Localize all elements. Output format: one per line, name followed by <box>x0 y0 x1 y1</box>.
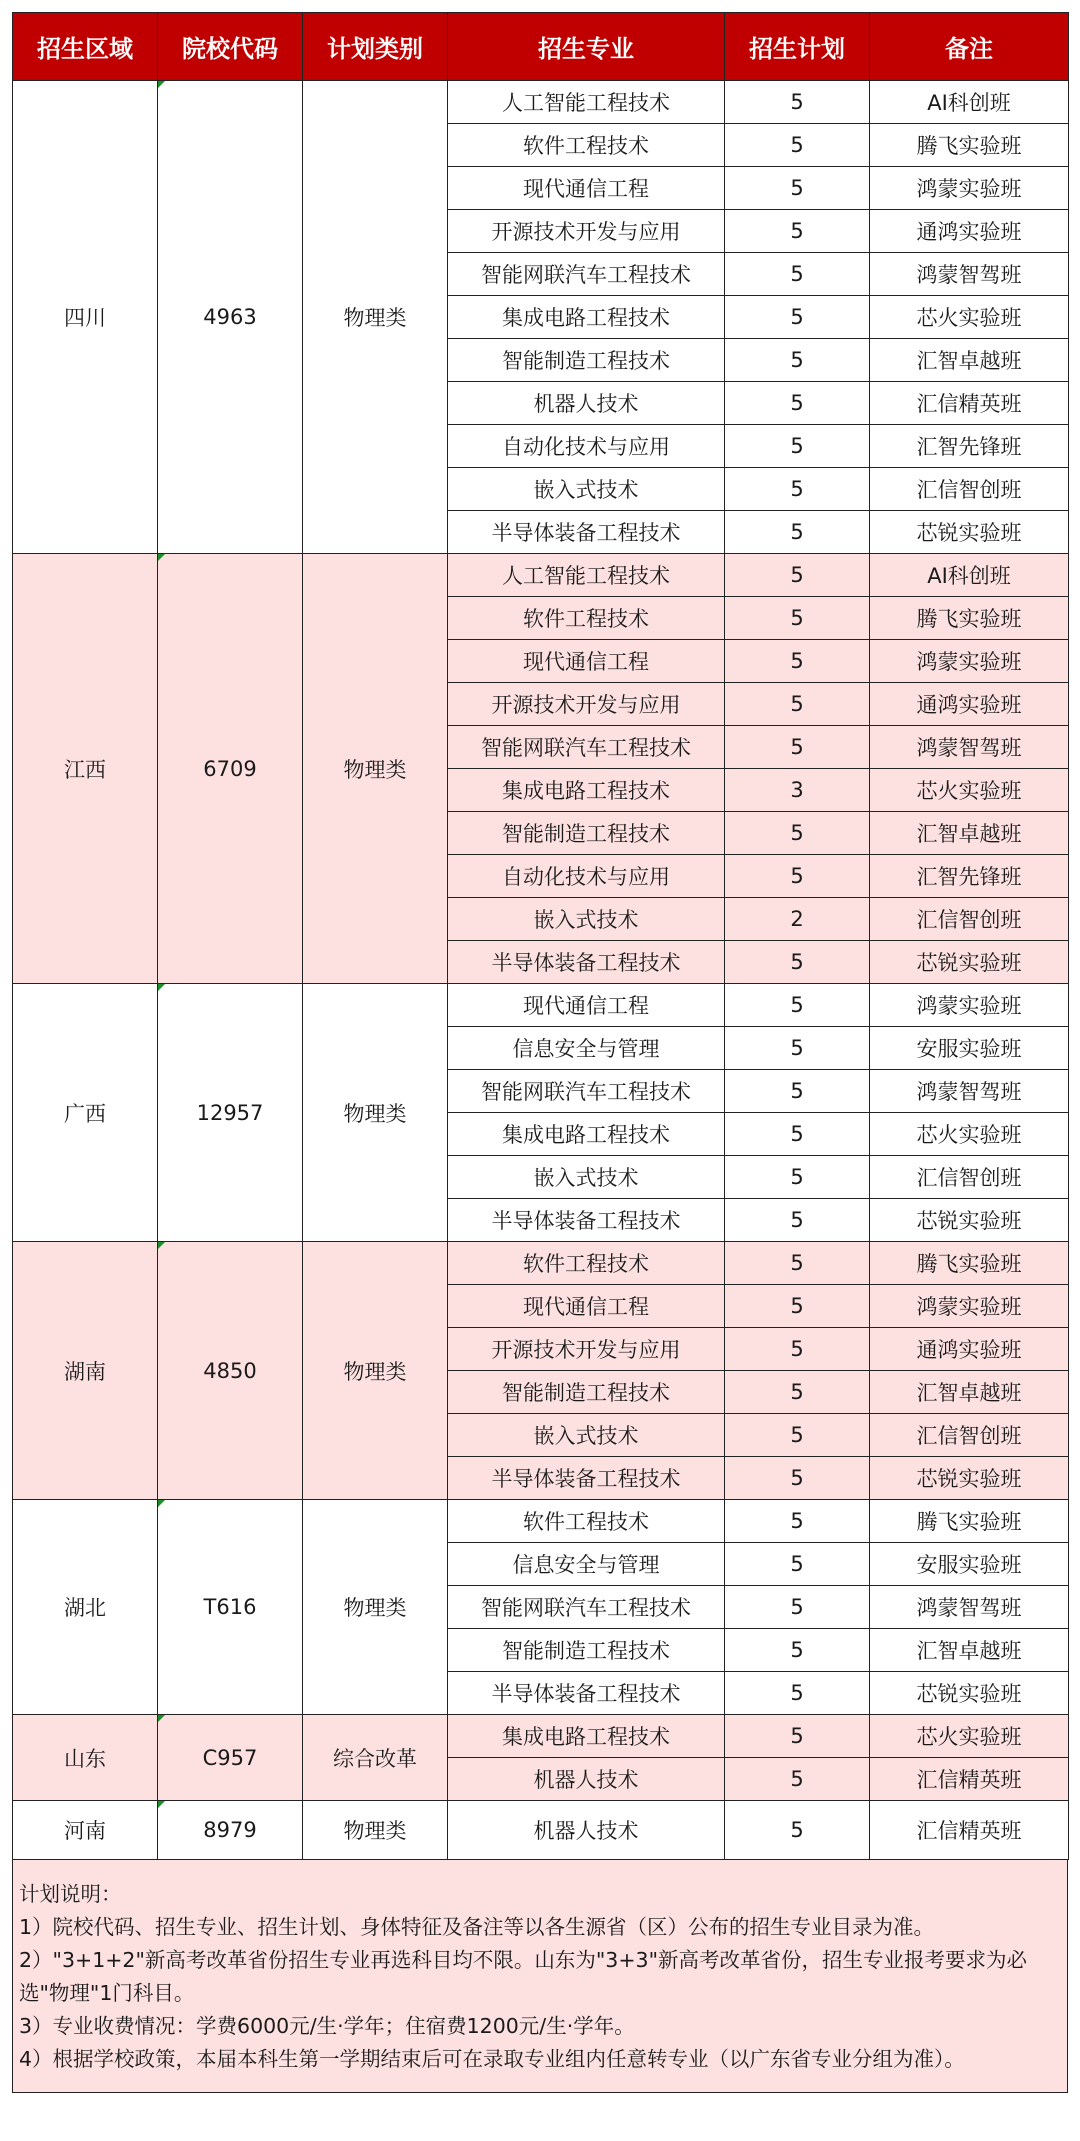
cell-major: 半导体装备工程技术 <box>448 941 725 984</box>
cell-major: 智能网联汽车工程技术 <box>448 1070 725 1113</box>
cell-major: 开源技术开发与应用 <box>448 683 725 726</box>
cell-remarks: 安服实验班 <box>870 1543 1069 1586</box>
cell-school-code <box>158 984 303 1242</box>
cell-plan-category: 物理类 <box>303 984 448 1242</box>
table-row <box>13 1715 1069 1758</box>
school-code-text: C957 <box>202 1745 258 1770</box>
table-row <box>13 984 1069 1027</box>
cell-school-code <box>158 554 303 984</box>
cell-major: 自动化技术与应用 <box>448 855 725 898</box>
notes-title: 计划说明： <box>19 1882 122 1906</box>
school-code-text: 6709 <box>203 756 257 781</box>
cell-remarks: 腾飞实验班 <box>870 1242 1069 1285</box>
cell-major: 现代通信工程 <box>448 984 725 1027</box>
cell-plan-category: 物理类 <box>303 1500 448 1715</box>
table-body <box>13 81 1069 1860</box>
notes-item-4: 4）根据学校政策，本届本科生第一学期结束后可在录取专业组内任意转专业（以广东省专业分组为准）。 <box>19 2047 965 2071</box>
cell-remarks: 芯火实验班 <box>870 769 1069 812</box>
cell-remarks: 汇智卓越班 <box>870 812 1069 855</box>
cell-major: 智能制造工程技术 <box>448 1629 725 1672</box>
cell-marker-icon <box>158 1715 165 1722</box>
cell-remarks: 芯锐实验班 <box>870 941 1069 984</box>
cell-remarks: 芯火实验班 <box>870 1715 1069 1758</box>
header-remarks: 备注 <box>870 13 1069 81</box>
cell-plan-count: 5 <box>725 1801 870 1860</box>
cell-remarks: 芯火实验班 <box>870 296 1069 339</box>
cell-school-code <box>158 1242 303 1500</box>
cell-major: 集成电路工程技术 <box>448 1715 725 1758</box>
cell-remarks: 鸿蒙智驾班 <box>870 1586 1069 1629</box>
cell-plan-category: 物理类 <box>303 554 448 984</box>
cell-remarks: 腾飞实验班 <box>870 597 1069 640</box>
cell-remarks: 汇信精英班 <box>870 1758 1069 1801</box>
table-row <box>13 554 1069 597</box>
cell-major: 嵌入式技术 <box>448 468 725 511</box>
cell-remarks: 汇信智创班 <box>870 1156 1069 1199</box>
cell-major: 智能制造工程技术 <box>448 1371 725 1414</box>
cell-school-code <box>158 81 303 554</box>
cell-remarks: 汇信智创班 <box>870 1414 1069 1457</box>
cell-plan-category: 物理类 <box>303 1242 448 1500</box>
cell-major: 嵌入式技术 <box>448 898 725 941</box>
cell-region: 湖北 <box>13 1500 158 1715</box>
school-code-text: 12957 <box>196 1100 264 1125</box>
cell-major: 软件工程技术 <box>448 597 725 640</box>
cell-plan-count: 5 <box>725 1715 870 1758</box>
cell-remarks: 鸿蒙实验班 <box>870 167 1069 210</box>
cell-remarks: 汇智先锋班 <box>870 425 1069 468</box>
cell-plan-category: 综合改革 <box>303 1715 448 1801</box>
cell-plan-count: 5 <box>725 468 870 511</box>
cell-plan-count: 5 <box>725 640 870 683</box>
cell-major: 机器人技术 <box>448 382 725 425</box>
cell-remarks: 芯锐实验班 <box>870 1457 1069 1500</box>
cell-remarks: 芯锐实验班 <box>870 511 1069 554</box>
cell-remarks: 鸿蒙智驾班 <box>870 253 1069 296</box>
cell-remarks: 通鸿实验班 <box>870 1328 1069 1371</box>
cell-marker-icon <box>158 1500 165 1507</box>
cell-remarks: 汇智先锋班 <box>870 855 1069 898</box>
cell-major: 嵌入式技术 <box>448 1156 725 1199</box>
cell-major: 现代通信工程 <box>448 167 725 210</box>
cell-major: 嵌入式技术 <box>448 1414 725 1457</box>
cell-plan-count: 5 <box>725 1629 870 1672</box>
cell-remarks: 通鸿实验班 <box>870 210 1069 253</box>
cell-plan-count: 5 <box>725 124 870 167</box>
cell-remarks: 汇智卓越班 <box>870 339 1069 382</box>
cell-region: 山东 <box>13 1715 158 1801</box>
cell-plan-count: 5 <box>725 81 870 124</box>
cell-plan-count: 5 <box>725 1586 870 1629</box>
cell-plan-count: 5 <box>725 941 870 984</box>
cell-major: 智能网联汽车工程技术 <box>448 253 725 296</box>
cell-major: 人工智能工程技术 <box>448 81 725 124</box>
cell-marker-icon <box>158 984 165 991</box>
cell-plan-count: 5 <box>725 210 870 253</box>
header-plan-count: 招生计划 <box>725 13 870 81</box>
cell-major: 机器人技术 <box>448 1801 725 1860</box>
header-school-code: 院校代码 <box>158 13 303 81</box>
cell-major: 半导体装备工程技术 <box>448 511 725 554</box>
cell-plan-count: 5 <box>725 1199 870 1242</box>
table-row <box>13 1500 1069 1543</box>
cell-plan-count: 5 <box>725 167 870 210</box>
cell-remarks: 芯锐实验班 <box>870 1672 1069 1715</box>
cell-plan-count: 5 <box>725 253 870 296</box>
cell-plan-count: 5 <box>725 382 870 425</box>
school-code-text: 4850 <box>203 1358 257 1383</box>
cell-major: 智能网联汽车工程技术 <box>448 1586 725 1629</box>
notes-item-1: 1）院校代码、招生专业、招生计划、身体特征及备注等以各生源省（区）公布的招生专业目录为准。 <box>19 1915 935 1939</box>
cell-plan-count: 5 <box>725 1027 870 1070</box>
cell-plan-count: 5 <box>725 1414 870 1457</box>
cell-remarks: 鸿蒙智驾班 <box>870 726 1069 769</box>
cell-major: 软件工程技术 <box>448 1242 725 1285</box>
table-row <box>13 1242 1069 1285</box>
cell-plan-count: 5 <box>725 726 870 769</box>
cell-plan-count: 5 <box>725 812 870 855</box>
cell-marker-icon <box>158 1801 165 1808</box>
table-row <box>13 1801 1069 1860</box>
cell-major: 半导体装备工程技术 <box>448 1457 725 1500</box>
cell-remarks: 芯火实验班 <box>870 1113 1069 1156</box>
cell-remarks: 腾飞实验班 <box>870 124 1069 167</box>
cell-major: 现代通信工程 <box>448 640 725 683</box>
notes-item-3: 3）专业收费情况：学费6000元/生·学年；住宿费1200元/生·学年。 <box>19 2014 635 2038</box>
cell-remarks: 汇信智创班 <box>870 898 1069 941</box>
cell-plan-count: 5 <box>725 984 870 1027</box>
cell-plan-count: 5 <box>725 1543 870 1586</box>
cell-school-code <box>158 1715 303 1801</box>
cell-major: 智能网联汽车工程技术 <box>448 726 725 769</box>
cell-plan-count: 5 <box>725 597 870 640</box>
cell-remarks: 鸿蒙智驾班 <box>870 1070 1069 1113</box>
cell-remarks: 芯锐实验班 <box>870 1199 1069 1242</box>
cell-remarks: 汇智卓越班 <box>870 1629 1069 1672</box>
cell-plan-count: 5 <box>725 1113 870 1156</box>
cell-major: 机器人技术 <box>448 1758 725 1801</box>
school-code-text: 4963 <box>203 305 257 329</box>
cell-major: 集成电路工程技术 <box>448 769 725 812</box>
school-code-text: 8979 <box>203 1818 257 1842</box>
cell-plan-count: 5 <box>725 511 870 554</box>
school-code-text: T616 <box>203 1595 257 1619</box>
cell-plan-count: 3 <box>725 769 870 812</box>
cell-plan-count: 5 <box>725 855 870 898</box>
plan-notes <box>12 1860 1068 2093</box>
cell-plan-category: 物理类 <box>303 1801 448 1860</box>
cell-plan-count: 2 <box>725 898 870 941</box>
cell-remarks: 安服实验班 <box>870 1027 1069 1070</box>
cell-plan-count: 5 <box>725 1242 870 1285</box>
cell-school-code <box>158 1500 303 1715</box>
cell-region: 四川 <box>13 81 158 554</box>
cell-remarks: 鸿蒙实验班 <box>870 640 1069 683</box>
cell-region: 湖南 <box>13 1242 158 1500</box>
cell-region: 广西 <box>13 984 158 1242</box>
cell-region: 河南 <box>13 1801 158 1860</box>
cell-plan-count: 5 <box>725 1500 870 1543</box>
cell-major: 集成电路工程技术 <box>448 1113 725 1156</box>
cell-major: 智能制造工程技术 <box>448 812 725 855</box>
cell-plan-count: 5 <box>725 296 870 339</box>
cell-major: 半导体装备工程技术 <box>448 1672 725 1715</box>
cell-major: 集成电路工程技术 <box>448 296 725 339</box>
cell-plan-count: 5 <box>725 1156 870 1199</box>
cell-marker-icon <box>158 554 165 561</box>
cell-plan-count: 5 <box>725 1672 870 1715</box>
cell-major: 软件工程技术 <box>448 1500 725 1543</box>
cell-plan-count: 5 <box>725 554 870 597</box>
cell-plan-count: 5 <box>725 339 870 382</box>
cell-marker-icon <box>158 1242 165 1249</box>
cell-remarks: 汇信精英班 <box>870 1801 1069 1860</box>
cell-remarks: 汇信精英班 <box>870 382 1069 425</box>
cell-plan-count: 5 <box>725 1285 870 1328</box>
cell-region: 江西 <box>13 554 158 984</box>
cell-plan-count: 5 <box>725 1070 870 1113</box>
header-plan-category: 计划类别 <box>303 13 448 81</box>
cell-major: 自动化技术与应用 <box>448 425 725 468</box>
cell-remarks: 汇信智创班 <box>870 468 1069 511</box>
cell-major: 现代通信工程 <box>448 1285 725 1328</box>
cell-major: 软件工程技术 <box>448 124 725 167</box>
header-major: 招生专业 <box>448 13 725 81</box>
cell-plan-category: 物理类 <box>303 81 448 554</box>
header-region: 招生区域 <box>13 13 158 81</box>
cell-remarks: 腾飞实验班 <box>870 1500 1069 1543</box>
cell-plan-count: 5 <box>725 1371 870 1414</box>
cell-remarks: AI科创班 <box>870 554 1069 597</box>
cell-plan-count: 5 <box>725 1457 870 1500</box>
cell-remarks: 鸿蒙实验班 <box>870 1285 1069 1328</box>
cell-remarks: 鸿蒙实验班 <box>870 984 1069 1027</box>
cell-marker-icon <box>158 81 165 88</box>
cell-plan-count: 5 <box>725 683 870 726</box>
cell-major: 信息安全与管理 <box>448 1543 725 1586</box>
notes-item-2: 2）"3+1+2"新高考改革省份招生专业再选科目均不限。山东为"3+3"新高考改革省份，招生专业报考要求为必选"物理"1门科目。 <box>19 1948 1028 2005</box>
cell-remarks: AI科创班 <box>870 81 1069 124</box>
cell-major: 智能制造工程技术 <box>448 339 725 382</box>
table-row <box>13 81 1069 124</box>
enrollment-plan-table <box>12 12 1069 1860</box>
cell-major: 开源技术开发与应用 <box>448 210 725 253</box>
cell-major: 开源技术开发与应用 <box>448 1328 725 1371</box>
cell-school-code <box>158 1801 303 1860</box>
cell-plan-count: 5 <box>725 1758 870 1801</box>
cell-plan-count: 5 <box>725 1328 870 1371</box>
cell-remarks: 通鸿实验班 <box>870 683 1069 726</box>
cell-plan-count: 5 <box>725 425 870 468</box>
cell-major: 信息安全与管理 <box>448 1027 725 1070</box>
cell-remarks: 汇智卓越班 <box>870 1371 1069 1414</box>
cell-major: 半导体装备工程技术 <box>448 1199 725 1242</box>
table-header-row <box>13 13 1069 81</box>
cell-major: 人工智能工程技术 <box>448 554 725 597</box>
